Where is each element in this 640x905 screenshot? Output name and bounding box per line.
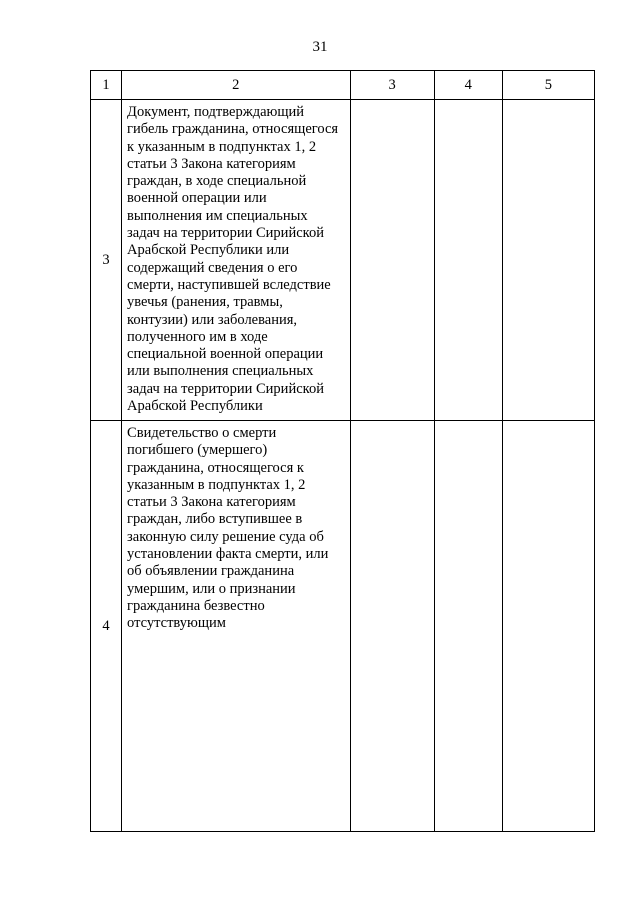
row-number: 3 [91,100,122,421]
page-number: 31 [312,39,328,55]
column-header-3: 3 [350,71,434,100]
column-header-4: 4 [434,71,502,100]
document-description: Свидетельство о смерти погибшего (умершего) гражданина, относящегося к указанным в подпунктах 1, 2 статьи 3 Закона категориям граждан, либо вступившее в законную силу решение суда об установлении факта смерти, или об объявлении гражданина умершим, или о признании гражданина безвестно отсутствующим [122,421,350,832]
table-header-row [91,71,595,100]
row-number: 4 [91,421,122,832]
document-description: Документ, подтверждающий гибель гражданина, относящегося к указанным в подпунктах 1, 2 статьи 3 Закона категориям граждан, в ходе специальной военной операции или выполнения им специальных задач на территории Сирийской Арабской Республики или содержащий сведения о его смерти, наступившей вследствие увечья (ранения, травмы, контузии) или заболевания, полученного им в ходе специальной военной операции или выполнения специальных задач на территории Сирийской Арабской Республики [122,100,350,421]
column-header-1: 1 [91,71,122,100]
table-cell-col-5 [502,100,594,421]
table-cell-col-4 [434,100,502,421]
table-cell-col-4 [434,421,502,832]
table-cell-col-3 [350,100,434,421]
column-header-5: 5 [502,71,594,100]
column-header-2: 2 [122,71,350,100]
document-table [90,70,595,832]
table-cell-col-3 [350,421,434,832]
table-row [91,421,595,832]
table-row [91,100,595,421]
table-cell-col-5 [502,421,594,832]
